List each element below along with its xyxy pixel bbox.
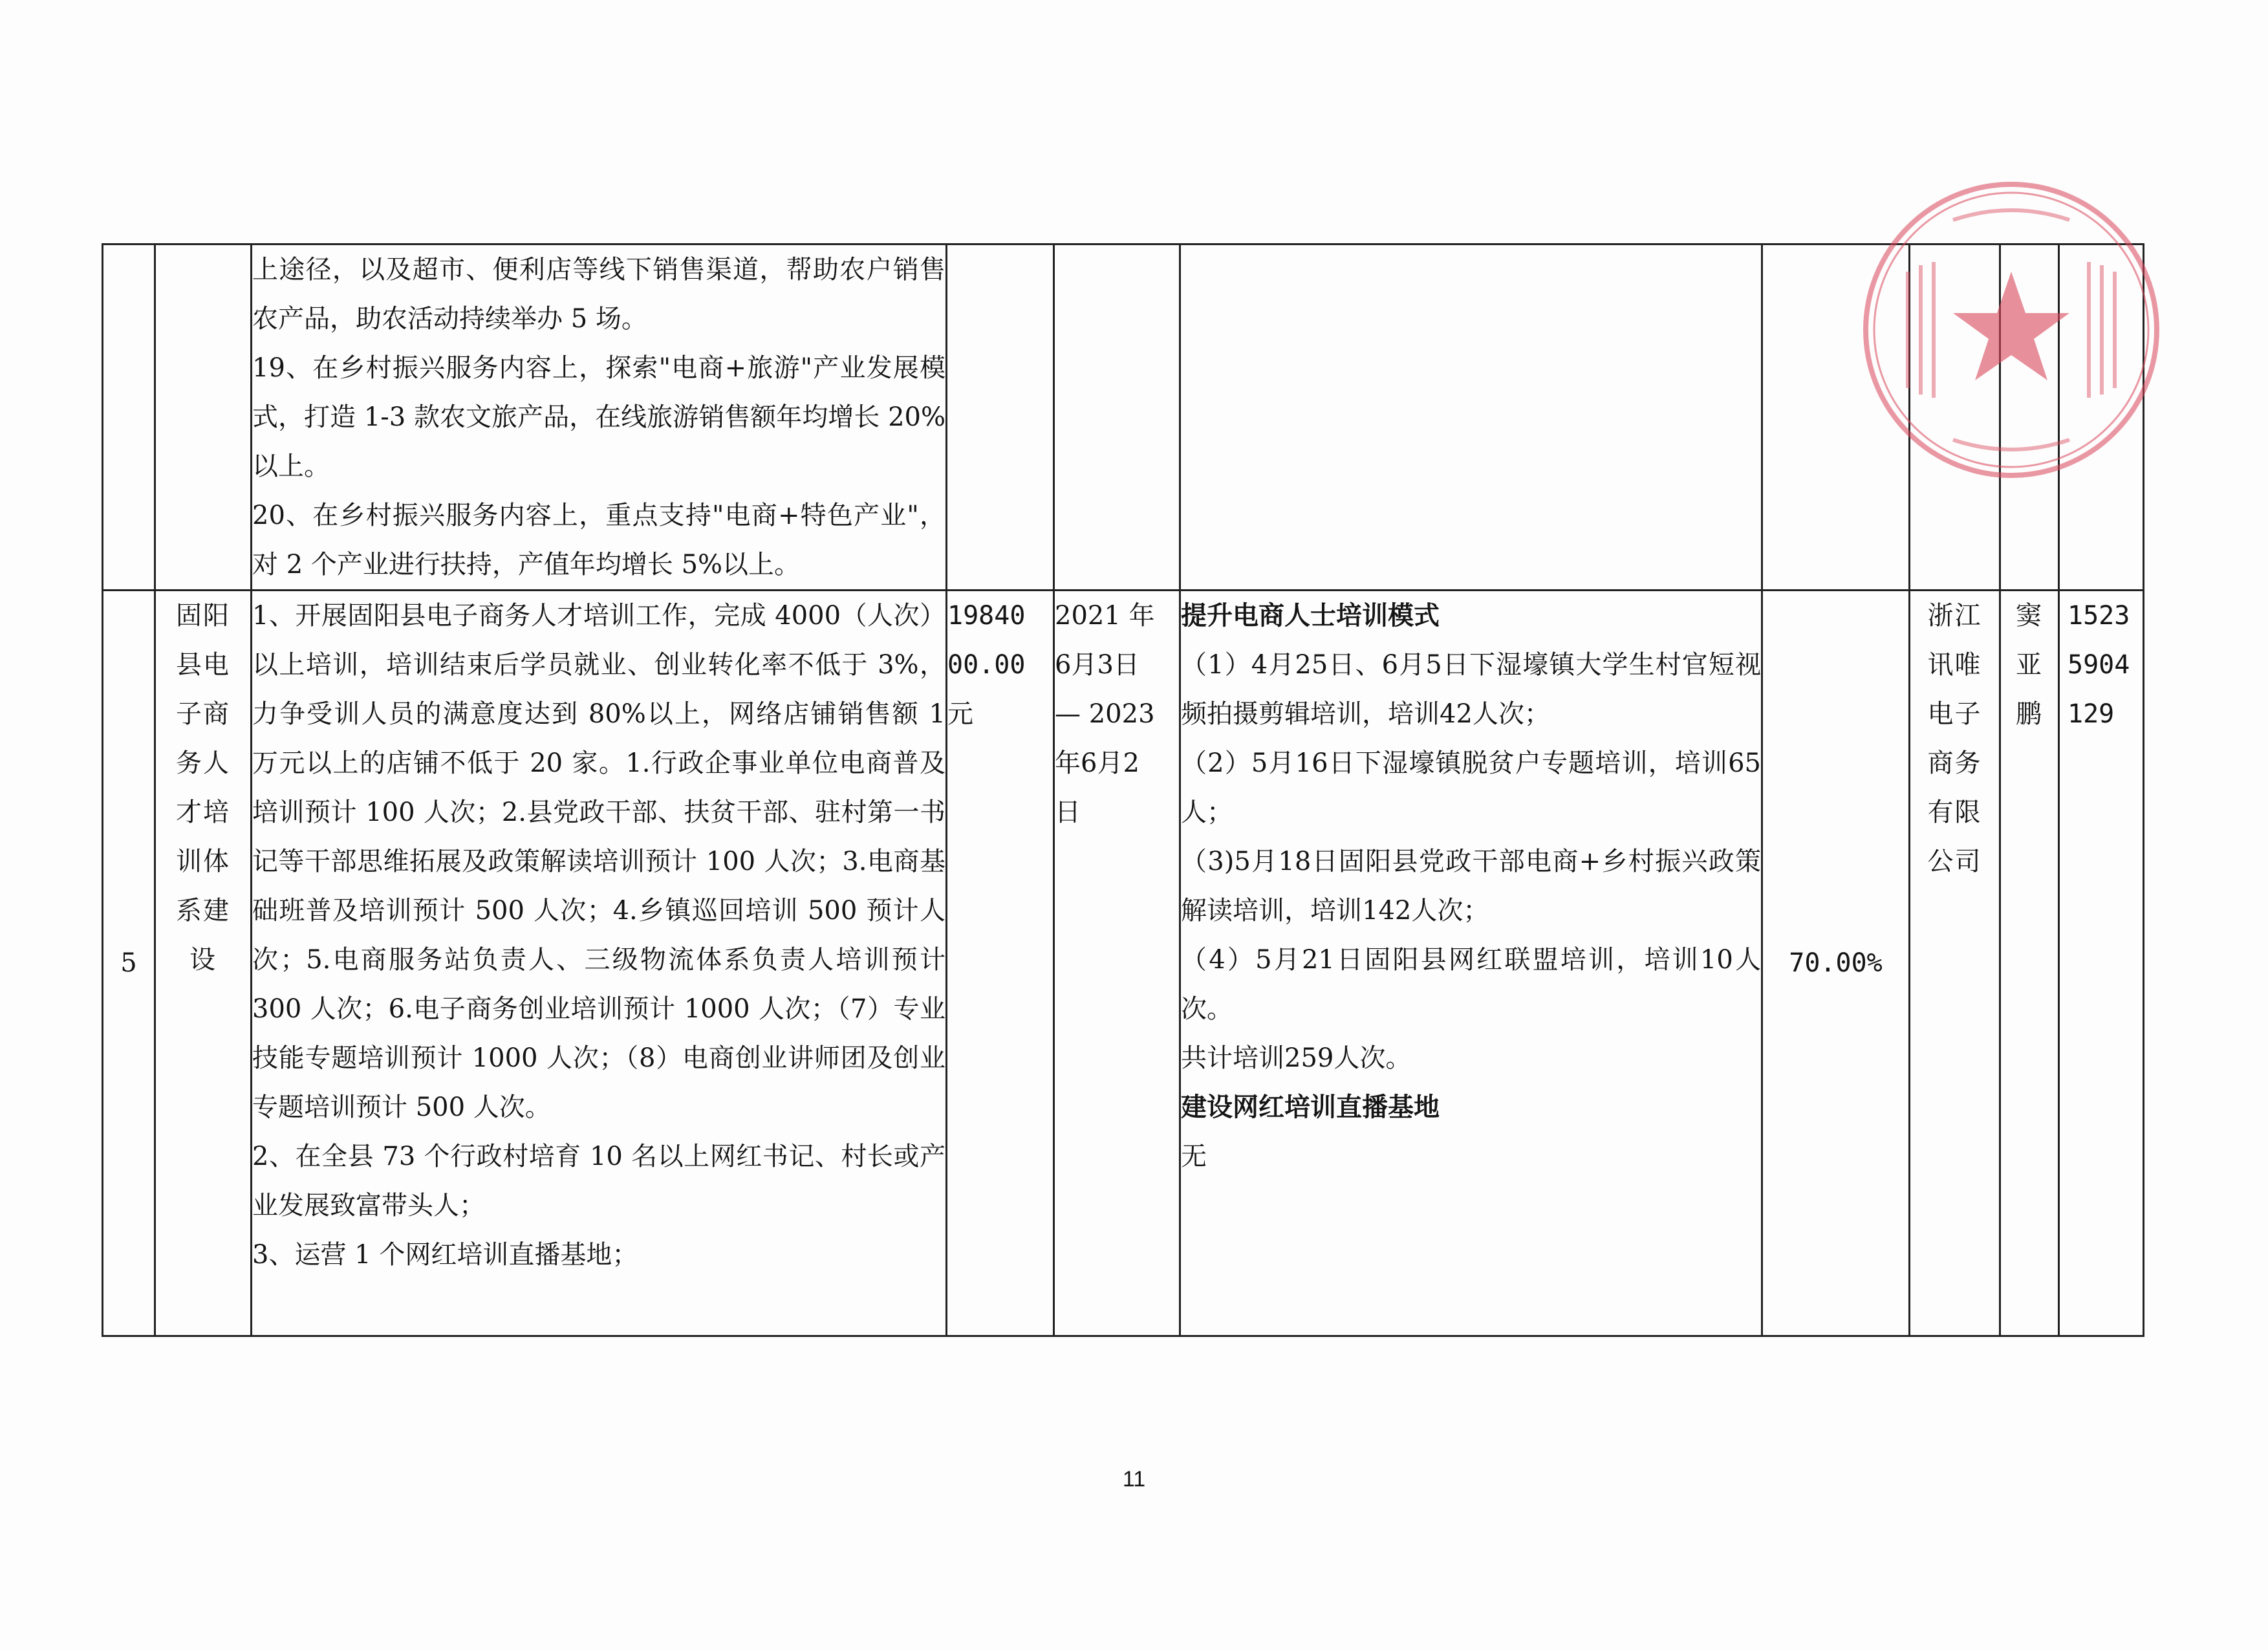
company-line: 有限 (1927, 798, 1982, 827)
task-detail-line: 20、在乡村振兴服务内容上，重点支持"电商+特色产业"，对 2 个产业进行扶持，产值年均增长 5%以上。 (252, 501, 945, 580)
period-line: 年6月2 (1055, 748, 1139, 778)
amount-line: 00.00 (947, 650, 1026, 680)
period-line: 日 (1055, 798, 1081, 827)
task-detail-cell (252, 244, 947, 591)
phone-cell-empty (2059, 244, 2144, 591)
company-line: 电子 (1927, 699, 1982, 729)
progress-item: （3)5月18日固阳县党政干部电商+乡村振兴政策解读培训，培训142人次； (1181, 847, 1761, 926)
amount-cell (947, 591, 1054, 1336)
period-line: 2021 年 (1055, 601, 1155, 631)
page-number: 11 (1122, 1467, 1146, 1492)
progress-cell (1180, 591, 1762, 1336)
company-line: 公司 (1927, 847, 1982, 876)
task-item: 2、在全县 73 个行政村培育 10 名以上网红书记、村长或产业发展致富带头人； (252, 1142, 945, 1221)
period-line: 6月3日 (1055, 650, 1139, 680)
project-name-chars: 子商 (176, 699, 230, 729)
project-table (102, 243, 2144, 1337)
table-row-project-5 (103, 591, 2144, 1336)
period-line: — 2023 (1055, 699, 1155, 729)
company-line: 浙江 (1927, 601, 1982, 631)
company-cell-empty (1910, 244, 2000, 591)
amount-cell-empty (947, 244, 1054, 591)
project-name-chars: 务人 (176, 748, 230, 778)
contact-char: 鹏 (2016, 699, 2043, 729)
company-line: 讯唯 (1927, 650, 1982, 680)
project-name-cell-empty (155, 244, 252, 591)
index-cell: 5 (103, 591, 155, 1336)
phone-line: 5904 (2068, 650, 2130, 680)
task-detail-line: 上途径，以及超市、便利店等线下销售渠道，帮助农户销售农产品，助农活动持续举办 5 场。 (252, 255, 945, 334)
task-detail-line: 19、在乡村振兴服务内容上，探索"电商+旅游"产业发展模式，打造 1-3 款农文旅产品，在线旅游销售额年均增长 20%以上。 (252, 353, 945, 481)
phone-line: 1523 (2068, 601, 2130, 631)
project-name-chars: 才培 (176, 798, 230, 827)
contact-cell (2000, 591, 2059, 1336)
task-item: 3、运营 1 个网红培训直播基地； (252, 1240, 638, 1270)
project-name-cell (155, 591, 252, 1336)
amount-line: 19840 (947, 601, 1026, 631)
table-row-continued (103, 244, 2144, 591)
company-line: 商务 (1927, 748, 1982, 778)
rate-cell-empty (1762, 244, 1910, 591)
contact-char: 亚 (2016, 650, 2043, 680)
phone-cell (2059, 591, 2144, 1336)
task-item: 1、开展固阳县电子商务人才培训工作，完成 4000（人次）以上培训，培训结束后学员就业、创业转化率不低于 3%，力争受训人员的满意度达到 80%以上，网络店铺销售额 1 万元以上的店铺不低于 20 家。1.行政企事业单位电商普及培训预计 100 人次；2.县党政干部、扶贫干部、驻村第一书记等干部思维拓展及政策解读培训预计 100 人次；3.电商基础班普及培训预计 500 人次；4.乡镇巡回培训 500 预计人次；5.电商服务站负责人、三级物流体系负责人培训预计 300 人次；6.电子商务创业培训预计 1000 人次；（7）专业技能专题培训预计 1000 人次；（8）电商创业讲师团及创业专题培训预计 500 人次。 (252, 601, 945, 1122)
completion-rate-cell: 70.00% (1762, 591, 1910, 1336)
period-cell (1054, 591, 1180, 1336)
project-name-chars: 固阳 (176, 601, 230, 631)
project-name-chars: 训体 (176, 847, 230, 876)
task-content-cell (252, 591, 947, 1336)
period-cell-empty (1054, 244, 1180, 591)
progress-item: （4）5月21日固阳县网红联盟培训，培训10人次。 (1181, 945, 1761, 1024)
company-cell (1910, 591, 2000, 1336)
contact-cell-empty (2000, 244, 2059, 591)
index-cell-empty (103, 244, 155, 591)
progress-item: （1）4月25日、6月5日下湿壕镇大学生村官短视频拍摄剪辑培训，培训42人次； (1181, 650, 1761, 729)
progress-item: （2）5月16日下湿壕镇脱贫户专题培训，培训65人； (1181, 748, 1761, 827)
project-name-chars: 系建 (176, 896, 230, 926)
progress-heading: 提升电商人士培训模式 (1181, 600, 1440, 631)
amount-line: 元 (947, 699, 973, 729)
progress-total: 共计培训259人次。 (1181, 1043, 1412, 1073)
project-name-chars: 县电 (176, 650, 230, 680)
contact-char: 窦 (2016, 601, 2043, 631)
phone-line: 129 (2068, 699, 2115, 729)
progress-note: 无 (1181, 1142, 1207, 1171)
progress-cell-empty (1180, 244, 1762, 591)
progress-heading: 建设网红培训直播基地 (1181, 1092, 1440, 1122)
project-name-chars: 设 (189, 945, 217, 975)
